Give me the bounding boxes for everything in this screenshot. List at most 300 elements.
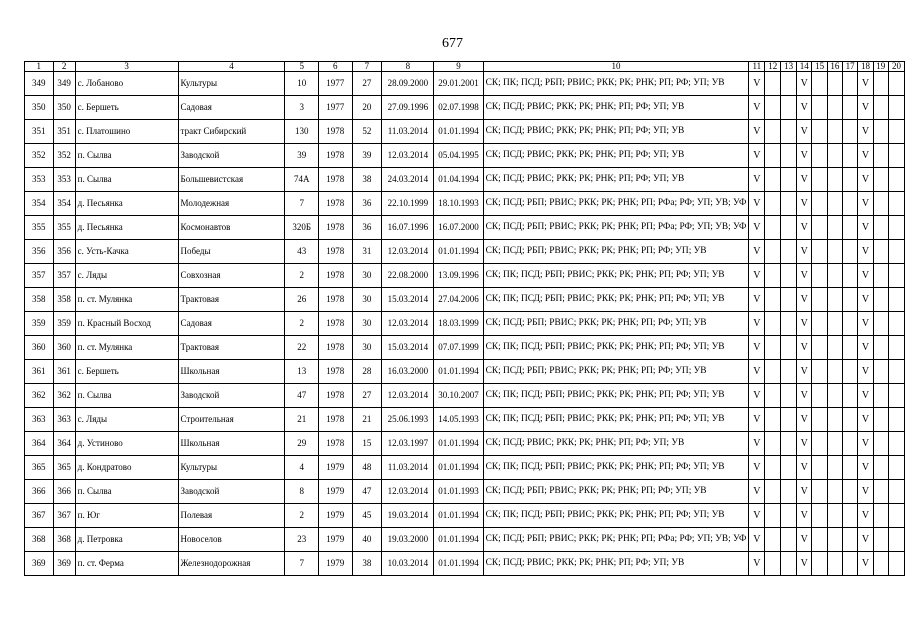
mark-cell-16: [827, 312, 842, 336]
wear-percent-cell: 52: [352, 120, 382, 144]
survey-date-cell: 27.09.1996: [382, 96, 434, 120]
mark-cell-16: [827, 144, 842, 168]
row-number-cell: 365: [25, 456, 54, 480]
mark-cell-13: [781, 408, 797, 432]
street-cell: Культуры: [178, 72, 285, 96]
wear-percent-cell: 30: [352, 312, 382, 336]
mark-cell-18: V: [858, 96, 873, 120]
locality-cell: с. Бершеть: [75, 96, 178, 120]
mark-cell-17: [843, 192, 858, 216]
mark-cell-20: [888, 192, 904, 216]
locality-cell: п. ст. Ферма: [75, 552, 178, 576]
house-number-cell: 22: [285, 336, 319, 360]
street-cell: Культуры: [178, 456, 285, 480]
mark-cell-14: V: [797, 120, 812, 144]
mark-cell-15: [812, 528, 827, 552]
mark-cell-18: V: [858, 144, 873, 168]
structure-codes-cell: СК; ПСД; РВИС; РКК; РК; РНК; РП; РФ; УП; УВ: [483, 144, 749, 168]
mark-cell-18: V: [858, 408, 873, 432]
inspection-date-cell: 30.10.2007: [434, 384, 483, 408]
survey-date-cell: 16.07.1996: [382, 216, 434, 240]
wear-percent-cell: 20: [352, 96, 382, 120]
structure-codes-cell: СК; ПСД; РБП; РВИС; РКК; РК; РНК; РП; РФа; РФ; УП; УВ; УФ: [483, 216, 749, 240]
mark-cell-14: V: [797, 168, 812, 192]
record-number-cell: 352: [53, 144, 75, 168]
mark-cell-13: [781, 336, 797, 360]
mark-cell-15: [812, 216, 827, 240]
column-number-15: 15: [812, 62, 827, 72]
mark-cell-15: [812, 360, 827, 384]
table-row: [25, 240, 905, 264]
mark-cell-16: [827, 288, 842, 312]
mark-cell-12: [765, 456, 781, 480]
record-number-cell: 362: [53, 384, 75, 408]
mark-cell-15: [812, 144, 827, 168]
mark-cell-17: [843, 528, 858, 552]
mark-cell-17: [843, 432, 858, 456]
wear-percent-cell: 40: [352, 528, 382, 552]
survey-date-cell: 28.09.2000: [382, 72, 434, 96]
house-number-cell: 43: [285, 240, 319, 264]
row-number-cell: 361: [25, 360, 54, 384]
mark-cell-16: [827, 336, 842, 360]
mark-cell-17: [843, 552, 858, 576]
street-cell: Совхозная: [178, 264, 285, 288]
mark-cell-19: [873, 96, 888, 120]
row-number-cell: 368: [25, 528, 54, 552]
inspection-date-cell: 29.01.2001: [434, 72, 483, 96]
house-number-cell: 3: [285, 96, 319, 120]
house-number-cell: 4: [285, 456, 319, 480]
mark-cell-12: [765, 264, 781, 288]
inspection-date-cell: 01.01.1994: [434, 552, 483, 576]
mark-cell-11: V: [749, 264, 765, 288]
mark-cell-16: [827, 384, 842, 408]
record-number-cell: 349: [53, 72, 75, 96]
mark-cell-11: V: [749, 312, 765, 336]
mark-cell-17: [843, 120, 858, 144]
mark-cell-11: V: [749, 120, 765, 144]
mark-cell-16: [827, 96, 842, 120]
mark-cell-12: [765, 120, 781, 144]
mark-cell-20: [888, 408, 904, 432]
mark-cell-17: [843, 336, 858, 360]
mark-cell-20: [888, 456, 904, 480]
mark-cell-12: [765, 288, 781, 312]
wear-percent-cell: 36: [352, 192, 382, 216]
mark-cell-15: [812, 480, 827, 504]
mark-cell-13: [781, 240, 797, 264]
house-number-cell: 10: [285, 72, 319, 96]
mark-cell-17: [843, 144, 858, 168]
street-cell: тракт Сибирский: [178, 120, 285, 144]
mark-cell-15: [812, 552, 827, 576]
table-row: [25, 384, 905, 408]
locality-cell: д. Песьянка: [75, 192, 178, 216]
mark-cell-19: [873, 408, 888, 432]
mark-cell-12: [765, 408, 781, 432]
mark-cell-18: V: [858, 432, 873, 456]
mark-cell-14: V: [797, 528, 812, 552]
wear-percent-cell: 48: [352, 456, 382, 480]
mark-cell-13: [781, 504, 797, 528]
street-cell: Заводской: [178, 480, 285, 504]
mark-cell-20: [888, 288, 904, 312]
mark-cell-17: [843, 408, 858, 432]
row-number-cell: 353: [25, 168, 54, 192]
street-cell: Победы: [178, 240, 285, 264]
table-row: [25, 408, 905, 432]
mark-cell-15: [812, 120, 827, 144]
mark-cell-20: [888, 384, 904, 408]
inspection-date-cell: 18.03.1999: [434, 312, 483, 336]
build-year-cell: 1979: [319, 480, 352, 504]
mark-cell-18: V: [858, 456, 873, 480]
wear-percent-cell: 27: [352, 72, 382, 96]
inspection-date-cell: 16.07.2000: [434, 216, 483, 240]
mark-cell-11: V: [749, 336, 765, 360]
mark-cell-19: [873, 432, 888, 456]
mark-cell-12: [765, 384, 781, 408]
column-number-6: 6: [319, 62, 352, 72]
street-cell: Строительная: [178, 408, 285, 432]
locality-cell: с. Усть-Качка: [75, 240, 178, 264]
structure-codes-cell: СК; ПСД; РБП; РВИС; РКК; РК; РНК; РП; РФ; УП; УВ: [483, 480, 749, 504]
mark-cell-19: [873, 192, 888, 216]
mark-cell-14: V: [797, 264, 812, 288]
inspection-date-cell: 05.04.1995: [434, 144, 483, 168]
locality-cell: п. ст. Мулянка: [75, 288, 178, 312]
mark-cell-12: [765, 360, 781, 384]
table-row: [25, 264, 905, 288]
mark-cell-13: [781, 432, 797, 456]
mark-cell-12: [765, 216, 781, 240]
build-year-cell: 1978: [319, 432, 352, 456]
build-year-cell: 1978: [319, 336, 352, 360]
mark-cell-15: [812, 336, 827, 360]
mark-cell-18: V: [858, 216, 873, 240]
page-number: 677: [442, 36, 463, 51]
mark-cell-13: [781, 72, 797, 96]
mark-cell-20: [888, 360, 904, 384]
mark-cell-13: [781, 144, 797, 168]
mark-cell-13: [781, 552, 797, 576]
mark-cell-12: [765, 552, 781, 576]
mark-cell-14: V: [797, 432, 812, 456]
row-number-cell: 362: [25, 384, 54, 408]
mark-cell-11: V: [749, 432, 765, 456]
mark-cell-19: [873, 144, 888, 168]
house-number-cell: 7: [285, 192, 319, 216]
mark-cell-16: [827, 456, 842, 480]
row-number-cell: 363: [25, 408, 54, 432]
mark-cell-12: [765, 528, 781, 552]
mark-cell-20: [888, 144, 904, 168]
wear-percent-cell: 31: [352, 240, 382, 264]
column-number-12: 12: [765, 62, 781, 72]
structure-codes-cell: СК; ПК; ПСД; РБП; РВИС; РКК; РК; РНК; РП; РФ; УП; УВ: [483, 336, 749, 360]
structure-codes-cell: СК; ПК; ПСД; РБП; РВИС; РКК; РК; РНК; РП; РФ; УП; УВ: [483, 264, 749, 288]
mark-cell-16: [827, 168, 842, 192]
survey-date-cell: 12.03.2014: [382, 144, 434, 168]
mark-cell-16: [827, 72, 842, 96]
mark-cell-13: [781, 288, 797, 312]
column-number-19: 19: [873, 62, 888, 72]
register-body: [25, 62, 905, 576]
house-number-cell: 29: [285, 432, 319, 456]
mark-cell-18: V: [858, 312, 873, 336]
mark-cell-13: [781, 96, 797, 120]
locality-cell: п. Сылва: [75, 384, 178, 408]
mark-cell-19: [873, 552, 888, 576]
wear-percent-cell: 30: [352, 288, 382, 312]
mark-cell-11: V: [749, 480, 765, 504]
mark-cell-20: [888, 72, 904, 96]
build-year-cell: 1978: [319, 360, 352, 384]
inspection-date-cell: 01.01.1993: [434, 480, 483, 504]
structure-codes-cell: СК; ПСД; РВИС; РКК; РК; РНК; РП; РФ; УП; УВ: [483, 120, 749, 144]
row-number-cell: 352: [25, 144, 54, 168]
structure-codes-cell: СК; ПСД; РВИС; РКК; РК; РНК; РП; РФ; УП; УВ: [483, 168, 749, 192]
locality-cell: п. Сылва: [75, 480, 178, 504]
mark-cell-19: [873, 216, 888, 240]
register-table: [24, 61, 905, 576]
mark-cell-15: [812, 504, 827, 528]
mark-cell-18: V: [858, 288, 873, 312]
mark-cell-16: [827, 408, 842, 432]
survey-date-cell: 15.03.2014: [382, 336, 434, 360]
mark-cell-18: V: [858, 360, 873, 384]
column-number-7: 7: [352, 62, 382, 72]
build-year-cell: 1978: [319, 144, 352, 168]
build-year-cell: 1978: [319, 312, 352, 336]
survey-date-cell: 22.08.2000: [382, 264, 434, 288]
mark-cell-14: V: [797, 312, 812, 336]
table-row: [25, 432, 905, 456]
mark-cell-14: V: [797, 288, 812, 312]
locality-cell: с. Платошино: [75, 120, 178, 144]
row-number-cell: 354: [25, 192, 54, 216]
record-number-cell: 360: [53, 336, 75, 360]
inspection-date-cell: 01.01.1994: [434, 360, 483, 384]
column-number-13: 13: [781, 62, 797, 72]
mark-cell-12: [765, 192, 781, 216]
row-number-cell: 369: [25, 552, 54, 576]
wear-percent-cell: 45: [352, 504, 382, 528]
mark-cell-11: V: [749, 288, 765, 312]
mark-cell-14: V: [797, 360, 812, 384]
street-cell: Космонавтов: [178, 216, 285, 240]
mark-cell-17: [843, 480, 858, 504]
mark-cell-14: V: [797, 408, 812, 432]
record-number-cell: 350: [53, 96, 75, 120]
locality-cell: с. Ляды: [75, 264, 178, 288]
inspection-date-cell: 01.01.1994: [434, 240, 483, 264]
house-number-cell: 2: [285, 504, 319, 528]
mark-cell-13: [781, 264, 797, 288]
mark-cell-12: [765, 480, 781, 504]
mark-cell-13: [781, 360, 797, 384]
inspection-date-cell: 01.04.1994: [434, 168, 483, 192]
mark-cell-11: V: [749, 96, 765, 120]
survey-date-cell: 12.03.1997: [382, 432, 434, 456]
mark-cell-20: [888, 552, 904, 576]
structure-codes-cell: СК; ПСД; РБП; РВИС; РКК; РК; РНК; РП; РФа; РФ; УП; УВ; УФ: [483, 528, 749, 552]
row-number-cell: 359: [25, 312, 54, 336]
mark-cell-11: V: [749, 72, 765, 96]
record-number-cell: 364: [53, 432, 75, 456]
record-number-cell: 367: [53, 504, 75, 528]
table-row: [25, 312, 905, 336]
mark-cell-15: [812, 384, 827, 408]
street-cell: Садовая: [178, 312, 285, 336]
street-cell: Школьная: [178, 360, 285, 384]
mark-cell-14: V: [797, 384, 812, 408]
build-year-cell: 1978: [319, 216, 352, 240]
house-number-cell: 130: [285, 120, 319, 144]
table-row: [25, 72, 905, 96]
mark-cell-13: [781, 168, 797, 192]
wear-percent-cell: 30: [352, 336, 382, 360]
mark-cell-17: [843, 384, 858, 408]
mark-cell-20: [888, 480, 904, 504]
locality-cell: д. Кондратово: [75, 456, 178, 480]
mark-cell-11: V: [749, 192, 765, 216]
mark-cell-15: [812, 408, 827, 432]
mark-cell-11: V: [749, 216, 765, 240]
inspection-date-cell: 01.01.1994: [434, 120, 483, 144]
table-row: [25, 192, 905, 216]
build-year-cell: 1978: [319, 120, 352, 144]
mark-cell-11: V: [749, 384, 765, 408]
row-number-cell: 364: [25, 432, 54, 456]
record-number-cell: 358: [53, 288, 75, 312]
wear-percent-cell: 27: [352, 384, 382, 408]
mark-cell-17: [843, 216, 858, 240]
mark-cell-20: [888, 504, 904, 528]
record-number-cell: 369: [53, 552, 75, 576]
structure-codes-cell: СК; ПСД; РВИС; РКК; РК; РНК; РП; РФ; УП; УВ: [483, 96, 749, 120]
mark-cell-11: V: [749, 528, 765, 552]
mark-cell-20: [888, 336, 904, 360]
house-number-cell: 47: [285, 384, 319, 408]
table-row: [25, 120, 905, 144]
mark-cell-13: [781, 456, 797, 480]
build-year-cell: 1978: [319, 384, 352, 408]
table-row: [25, 288, 905, 312]
street-cell: Большевистская: [178, 168, 285, 192]
column-number-4: 4: [178, 62, 285, 72]
mark-cell-11: V: [749, 168, 765, 192]
mark-cell-13: [781, 192, 797, 216]
street-cell: Заводской: [178, 144, 285, 168]
mark-cell-15: [812, 312, 827, 336]
mark-cell-12: [765, 504, 781, 528]
mark-cell-20: [888, 168, 904, 192]
record-number-cell: 359: [53, 312, 75, 336]
record-number-cell: 361: [53, 360, 75, 384]
house-number-cell: 39: [285, 144, 319, 168]
mark-cell-17: [843, 360, 858, 384]
mark-cell-14: V: [797, 336, 812, 360]
mark-cell-14: V: [797, 192, 812, 216]
structure-codes-cell: СК; ПСД; РБП; РВИС; РКК; РК; РНК; РП; РФ; УП; УВ: [483, 360, 749, 384]
mark-cell-16: [827, 432, 842, 456]
street-cell: Новоселов: [178, 528, 285, 552]
mark-cell-12: [765, 312, 781, 336]
mark-cell-19: [873, 480, 888, 504]
survey-date-cell: 25.06.1993: [382, 408, 434, 432]
inspection-date-cell: 13.09.1996: [434, 264, 483, 288]
mark-cell-15: [812, 96, 827, 120]
mark-cell-13: [781, 216, 797, 240]
mark-cell-15: [812, 264, 827, 288]
structure-codes-cell: СК; ПК; ПСД; РБП; РВИС; РКК; РК; РНК; РП; РФ; УП; УВ: [483, 408, 749, 432]
table-row: [25, 528, 905, 552]
mark-cell-17: [843, 168, 858, 192]
mark-cell-20: [888, 216, 904, 240]
mark-cell-19: [873, 456, 888, 480]
mark-cell-18: V: [858, 336, 873, 360]
mark-cell-18: V: [858, 168, 873, 192]
structure-codes-cell: СК; ПСД; РВИС; РКК; РК; РНК; РП; РФ; УП; УВ: [483, 432, 749, 456]
row-number-cell: 350: [25, 96, 54, 120]
mark-cell-15: [812, 432, 827, 456]
structure-codes-cell: СК; ПК; ПСД; РБП; РВИС; РКК; РК; РНК; РП; РФ; УП; УВ: [483, 72, 749, 96]
street-cell: Железнодорожная: [178, 552, 285, 576]
street-cell: Садовая: [178, 96, 285, 120]
mark-cell-12: [765, 168, 781, 192]
house-number-cell: 320Б: [285, 216, 319, 240]
mark-cell-11: V: [749, 552, 765, 576]
build-year-cell: 1978: [319, 240, 352, 264]
survey-date-cell: 10.03.2014: [382, 552, 434, 576]
column-number-18: 18: [858, 62, 873, 72]
house-number-cell: 13: [285, 360, 319, 384]
survey-date-cell: 19.03.2000: [382, 528, 434, 552]
record-number-cell: 355: [53, 216, 75, 240]
structure-codes-cell: СК; ПСД; РБП; РВИС; РКК; РК; РНК; РП; РФ; УП; УВ: [483, 312, 749, 336]
column-number-20: 20: [888, 62, 904, 72]
record-number-cell: 351: [53, 120, 75, 144]
inspection-date-cell: 01.01.1994: [434, 432, 483, 456]
mark-cell-17: [843, 504, 858, 528]
row-number-cell: 358: [25, 288, 54, 312]
mark-cell-16: [827, 360, 842, 384]
mark-cell-11: V: [749, 144, 765, 168]
mark-cell-15: [812, 72, 827, 96]
wear-percent-cell: 36: [352, 216, 382, 240]
wear-percent-cell: 28: [352, 360, 382, 384]
build-year-cell: 1979: [319, 528, 352, 552]
inspection-date-cell: 01.01.1994: [434, 456, 483, 480]
locality-cell: п. Красный Восход: [75, 312, 178, 336]
mark-cell-18: V: [858, 552, 873, 576]
mark-cell-18: V: [858, 264, 873, 288]
locality-cell: п. ст. Мулянка: [75, 336, 178, 360]
mark-cell-19: [873, 240, 888, 264]
wear-percent-cell: 30: [352, 264, 382, 288]
build-year-cell: 1978: [319, 168, 352, 192]
mark-cell-19: [873, 336, 888, 360]
mark-cell-18: V: [858, 480, 873, 504]
table-row: [25, 456, 905, 480]
table-row: [25, 144, 905, 168]
mark-cell-20: [888, 528, 904, 552]
mark-cell-14: V: [797, 216, 812, 240]
mark-cell-18: V: [858, 72, 873, 96]
wear-percent-cell: 21: [352, 408, 382, 432]
